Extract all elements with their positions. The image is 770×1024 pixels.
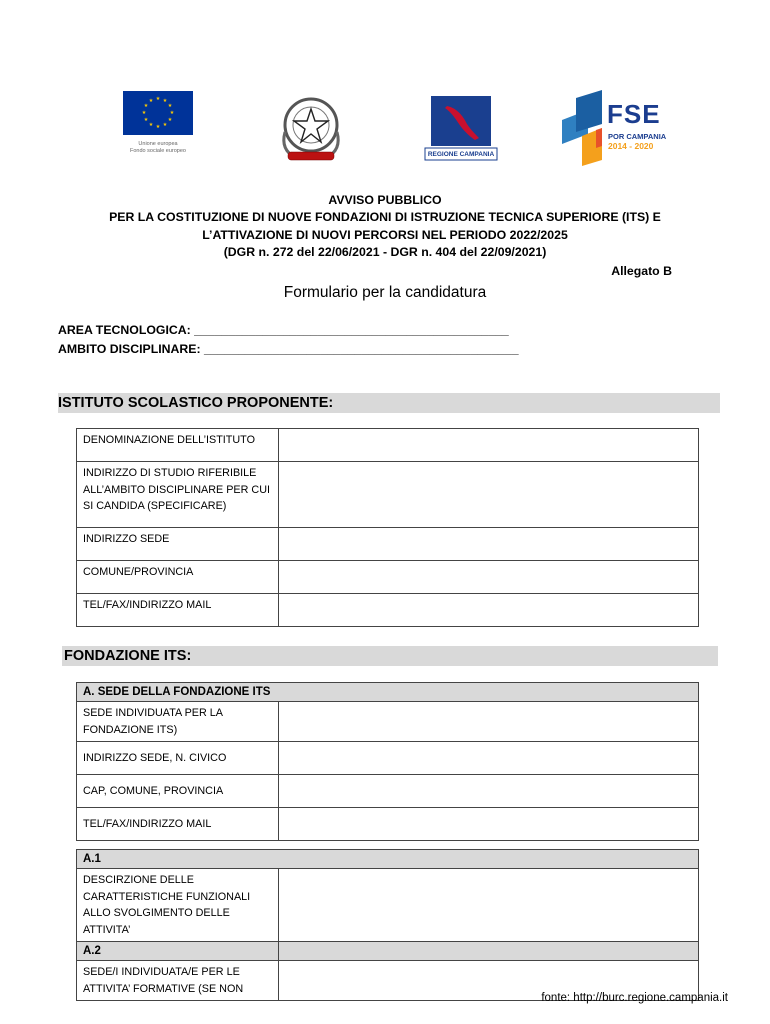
table-label: TEL/FAX/INDIRIZZO MAIL (77, 808, 279, 841)
table-header-row (77, 683, 699, 702)
svg-text:★: ★ (143, 103, 149, 109)
svg-text:★: ★ (169, 110, 175, 116)
table-input-cell[interactable] (279, 594, 699, 627)
svg-text:★: ★ (148, 98, 154, 104)
svg-text:★: ★ (167, 117, 173, 123)
table-input-cell[interactable] (279, 869, 699, 942)
table-input-cell[interactable] (279, 429, 699, 462)
table-label: DESCIRZIONE DELLE CARATTERISTICHE FUNZIONALI ALLO SVOLGIMENTO DELLE ATTIVITA’ (77, 869, 279, 942)
table-label: INDIRIZZO SEDE, N. CIVICO (77, 742, 279, 775)
regione-label: REGIONE CAMPANIA (427, 151, 495, 158)
eu-logo (123, 91, 193, 155)
eu-caption: Unione europea Fondo sociale europeo (130, 141, 186, 154)
table-header-row (77, 850, 699, 869)
fse-years: 2014 - 2020 (608, 141, 654, 151)
table-input-cell[interactable] (279, 561, 699, 594)
table-header: A.2 (77, 942, 279, 961)
sede-fondazione-table (76, 682, 699, 841)
header-line-4: (DGR n. 272 del 22/06/2021 - DGR n. 404 del 22/09/2021) (223, 245, 547, 260)
table-row (77, 702, 699, 742)
svg-text:★: ★ (155, 96, 161, 102)
allegato-label: Allegato B (611, 264, 672, 278)
table-row (77, 808, 699, 841)
table-input-cell[interactable] (279, 775, 699, 808)
fse-subtitle: POR CAMPANIA (608, 132, 667, 141)
area-tecnologica-field[interactable]: AREA TECNOLOGICA: ______________________________________________ (58, 323, 509, 337)
caratteristiche-table (76, 849, 699, 1001)
header-line-2: PER LA COSTITUZIONE DI NUOVE FONDAZIONI DI ISTRUZIONE TECNICA SUPERIORE (ITS) E (109, 210, 661, 225)
svg-text:★: ★ (162, 122, 168, 128)
logo-strip (0, 88, 770, 168)
table-row (77, 594, 699, 627)
table-label: INDIRIZZO DI STUDIO RIFERIBILE ALL’AMBITO DISCIPLINARE PER CUI SI CANDIDA (SPECIFICARE) (77, 462, 279, 528)
table-header-row (77, 942, 699, 961)
table-label: SEDE/I INDIVIDUATA/E PER LE ATTIVITA’ FORMATIVE (SE NON (77, 961, 279, 1001)
istituto-table (76, 428, 699, 627)
table-header: A.1 (77, 850, 699, 869)
table-label: COMUNE/PROVINCIA (77, 561, 279, 594)
section-istituto-heading: ISTITUTO SCOLASTICO PROPONENTE: (58, 393, 720, 413)
repubblica-italiana-emblem (276, 92, 346, 169)
table-label: TEL/FAX/INDIRIZZO MAIL (77, 594, 279, 627)
table-row (77, 462, 699, 528)
table-input-cell[interactable] (279, 462, 699, 528)
table-header-filler (279, 942, 699, 961)
regione-campania-logo (423, 94, 499, 167)
ambito-disciplinare-field[interactable]: AMBITO DISCIPLINARE: ______________________________________________ (58, 342, 519, 356)
svg-text:★: ★ (162, 98, 168, 104)
table-label: INDIRIZZO SEDE (77, 528, 279, 561)
table-input-cell[interactable] (279, 528, 699, 561)
table-row (77, 561, 699, 594)
svg-text:★: ★ (143, 117, 149, 123)
document-header (0, 192, 770, 262)
source-caption: fonte: http://burc.regione.campania.it (541, 992, 728, 1004)
table-row (77, 528, 699, 561)
svg-text:★: ★ (155, 124, 161, 130)
svg-text:★: ★ (141, 110, 147, 116)
table-input-cell[interactable] (279, 702, 699, 742)
fse-title: FSE (607, 99, 661, 129)
form-title: Formulario per la candidatura (283, 284, 487, 301)
table-label: SEDE INDIVIDUATA PER LA FONDAZIONE ITS) (77, 702, 279, 742)
table-input-cell[interactable] (279, 742, 699, 775)
table-row (77, 775, 699, 808)
table-row (77, 869, 699, 942)
table-label: DENOMINAZIONE DELL’ISTITUTO (77, 429, 279, 462)
svg-text:★: ★ (167, 103, 173, 109)
header-line-3: L’ATTIVAZIONE DI NUOVI PERCORSI NEL PERIODO 2022/2025 (202, 227, 568, 242)
section-fondazione-heading: FONDAZIONE ITS: (62, 646, 718, 666)
table-input-cell[interactable] (279, 808, 699, 841)
table-row (77, 429, 699, 462)
table-header: A. SEDE DELLA FONDAZIONE ITS (77, 683, 699, 702)
table-label: CAP, COMUNE, PROVINCIA (77, 775, 279, 808)
header-line-1: AVVISO PUBBLICO (328, 193, 442, 207)
table-row (77, 742, 699, 775)
fse-logo (562, 90, 672, 171)
svg-text:★: ★ (148, 122, 154, 128)
